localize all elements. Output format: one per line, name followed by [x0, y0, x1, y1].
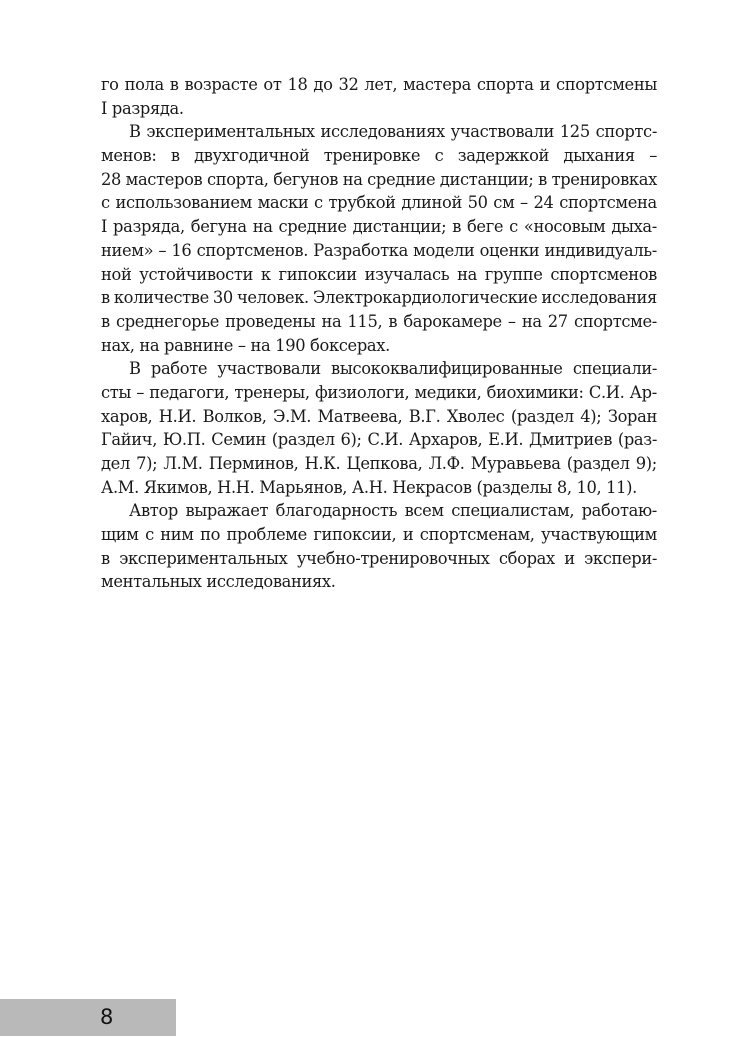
text-line: с использованием маски с трубкой длиной 50 см – 24 спортсмена: [101, 193, 657, 213]
page-number-bar: [0, 999, 176, 1036]
text-line: В работе участвовали высококвалифицированные специали-: [129, 359, 657, 379]
text-line: в среднегорье проведены на 115, в барокамере – на 27 спортсме-: [101, 311, 657, 331]
text-line: го пола в возрасте от 18 до 32 лет, мастера спорта и спортсмены: [101, 75, 657, 94]
text-line: харов, Н.И. Волков, Э.М. Матвеева, В.Г. Хволес (раздел 4); Зоран: [101, 406, 657, 426]
text-line: в количестве 30 человек. Электрокардиологические исследования: [101, 288, 657, 308]
text-line: Автор выражает благодарность всем специалистам, работаю-: [129, 501, 657, 521]
text-line: I разряда.: [101, 98, 184, 118]
text-line: В экспериментальных исследованиях участвовали 125 спортс-: [129, 122, 657, 142]
text-line: 28 мастеров спорта, бегунов на средние дистанции; в тренировках: [101, 169, 657, 189]
text-line: нах, на равнине – на 190 боксерах.: [101, 335, 390, 355]
text-line: ной устойчивости к гипоксии изучалась на группе спортсменов: [101, 264, 657, 284]
text-line: Гайич, Ю.П. Семин (раздел 6); С.И. Архаров, Е.И. Дмитриев (раз-: [101, 430, 657, 450]
text-line: в экспериментальных учебно-тренировочных сборах и экспери-: [101, 548, 657, 568]
text-line: ментальных исследованиях.: [101, 572, 336, 592]
text-line: дел 7); Л.М. Перминов, Н.К. Цепкова, Л.Ф. Муравьева (раздел 9);: [101, 454, 657, 473]
paragraph: [101, 73, 657, 120]
text-line: нием» – 16 спортсменов. Разработка модели оценки индивидуаль-: [101, 240, 657, 260]
page-number: 8: [100, 1005, 114, 1029]
paragraph: [101, 499, 657, 594]
paragraph: [101, 357, 657, 499]
document-body: [101, 73, 657, 594]
text-line: щим с ним по проблеме гипоксии, и спортсменам, участвующим: [101, 525, 657, 545]
text-line: А.М. Якимов, Н.Н. Марьянов, А.Н. Некрасов (разделы 8, 10, 11).: [101, 477, 637, 497]
paragraph: [101, 120, 657, 357]
text-line: сты – педагоги, тренеры, физиологи, медики, биохимики: С.И. Ар-: [101, 382, 657, 402]
text-line: I разряда, бегуна на средние дистанции; в беге с «носовым дыха-: [101, 217, 657, 237]
text-line: менов: в двухгодичной тренировке с задержкой дыхания –: [101, 146, 657, 166]
